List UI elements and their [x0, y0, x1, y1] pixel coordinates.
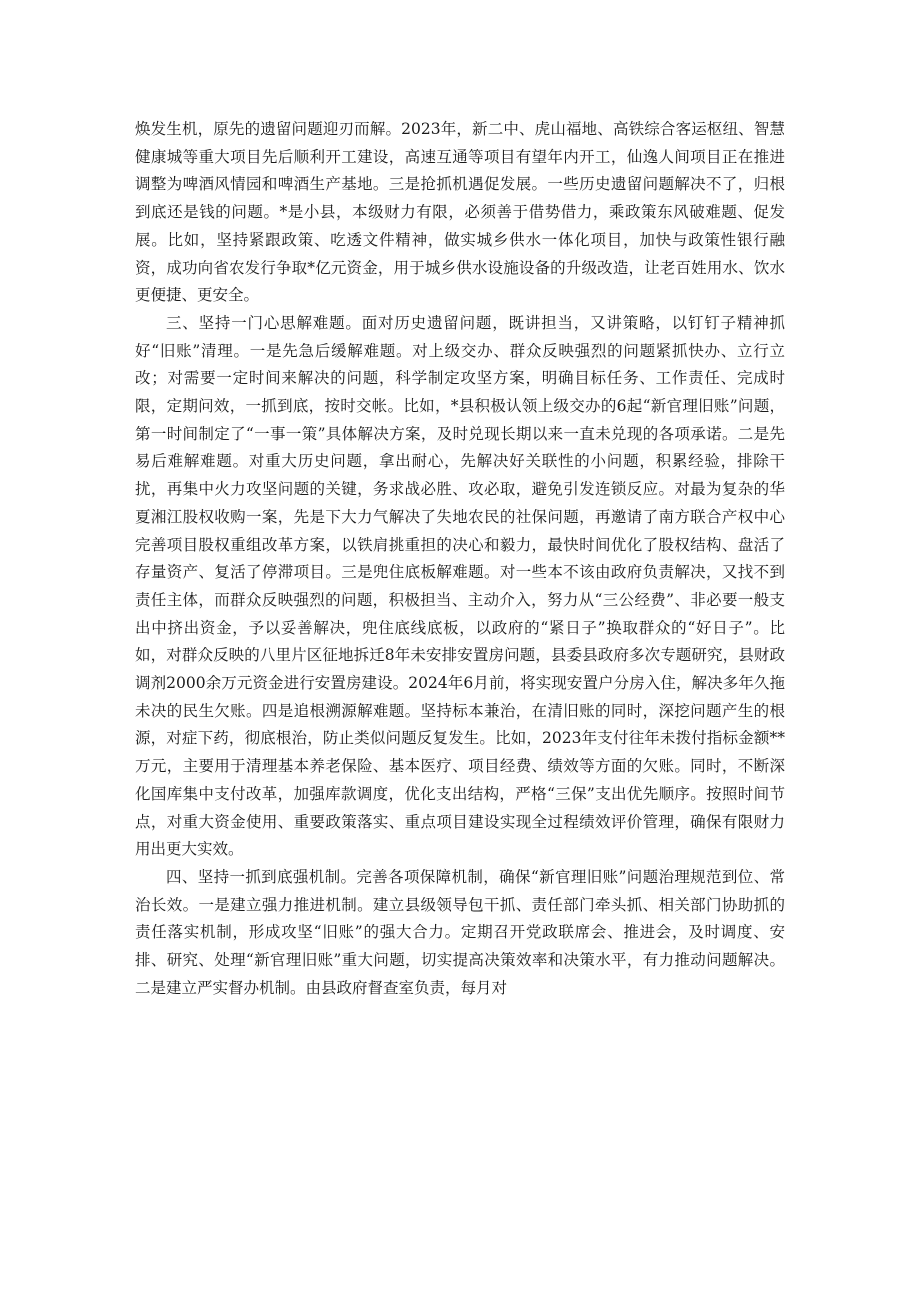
paragraph-section-four: 四、坚持一抓到底强机制。完善各项保障机制，确保“新官理旧账”问题治理规范到位、常治长效。一是建立强力推进机制。建立县级领导包干抓、责任部门牵头抓、相关部门协助抓的责任落实机制，形成攻坚“旧账”的强大合力。定期召开党政联席会、推进会，及时调度、安排、研究、处理“新官理旧账”重大问题，切实提高决策效率和决策水平，有力推动问题解决。二是建立严实督办机制。由县政府督查室负责，每月对 — [135, 867, 785, 997]
paragraph-continuation: 焕发生机，原先的遗留问题迎刃而解。2023年，新二中、虎山福地、高铁综合客运枢纽、智慧健康城等重大项目先后顺利开工建设，高速互通等项目有望年内开工，仙逸人间项目正在推进调整为啤酒风情园和啤酒生产基地。三是抢抓机遇促发展。一些历史遗留问题解决不了，归根到底还是钱的问题。*是小县，本级财力有限，必须善于借势借力，乘政策东风破难题、促发展。比如，坚持紧跟政策、吃透文件精神，做实城乡供水一体化项目，加快与政策性银行融资，成功向省农发行争取*亿元资金，用于城乡供水设施设备的升级改造，让老百姓用水、饮水更便捷、更安全。 — [135, 120, 785, 305]
document-page — [135, 116, 785, 1003]
paragraph-section-three: 三、坚持一门心思解难题。面对历史遗留问题，既讲担当，又讲策略，以钉钉子精神抓好“旧账”清理。一是先急后缓解难题。对上级交办、群众反映强烈的问题紧抓快办、立行立改；对需要一定时间来解决的问题，科学制定攻坚方案，明确目标任务、工作责任、完成时限，定期问效，一抓到底，按时交帐。比如，*县积极认领上级交办的6起“新官理旧账”问题，第一时间制定了“一事一策”具体解决方案，及时兑现长期以来一直未兑现的各项承诺。二是先易后难解难题。对重大历史问题，拿出耐心，先解决好关联性的小问题，积累经验，排除干扰，再集中火力攻坚问题的关键，务求战必胜、攻必取，避免引发连锁反应。对最为复杂的华夏湘江股权收购一案，先是下大力气解决了失地农民的社保问题，再邀请了南方联合产权中心完善项目股权重组改革方案，以铁肩挑重担的决心和毅力，最快时间优化了股权结构、盘活了存量资产、复活了停滞项目。三是兜住底板解难题。对一些本不该由政府负责解决，又找不到责任主体，而群众反映强烈的问题，积极担当、主动介入，努力从“三公经费”、非必要一般支出中挤出资金，予以妥善解决，兜住底线底板，以政府的“紧日子”换取群众的“好日子”。比如，对群众反映的八里片区征地拆迁8年未安排安置房问题，县委县政府多次专题研究，县财政调剂2000余万元资金进行安置房建设。2024年6月前，将实现安置户分房入住，解决多年久拖未决的民生欠账。四是追根溯源解难题。坚持标本兼治，在清旧账的同时，深挖问题产生的根源，对症下药，彻底根治，防止类似问题反复发生。比如，2023年支付往年未拨付指标金额**万元，主要用于清理基本养老保险、基本医疗、项目经费、绩效等方面的欠账。同时，不断深化国库集中支付改革，加强库款调度，优化支出结构，严格“三保”支出优先顺序。按照时间节点，对重大资金使用、重要政策落实、重点项目建设实现全过程绩效评价管理，确保有限财力用出更大实效。 — [135, 313, 785, 859]
